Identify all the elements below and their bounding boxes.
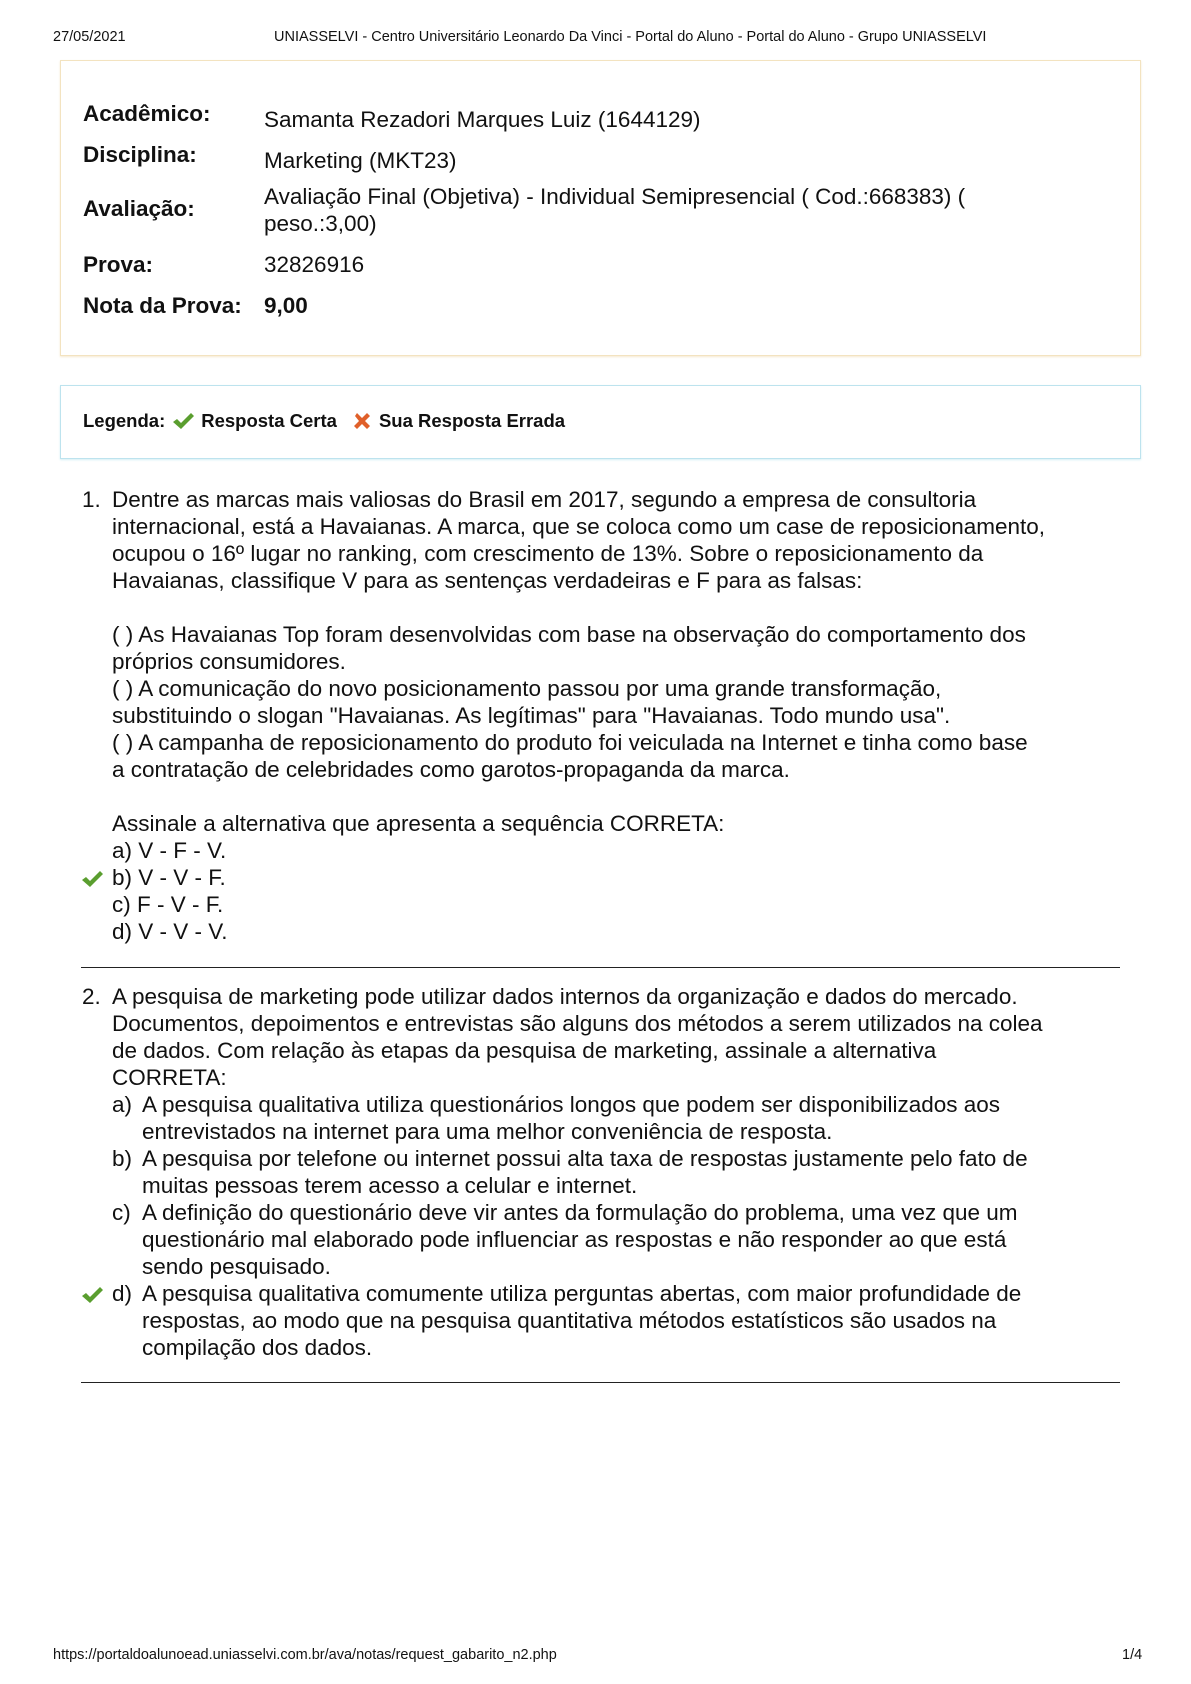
option-d: respostas, ao modo que na pesquisa quantitativa métodos estatísticos são usados na [142,1308,997,1333]
option-b: muitas pessoas terem acesso a celular e internet. [142,1173,638,1198]
statement: próprios consumidores. [112,649,346,674]
question-text: Dentre as marcas mais valiosas do Brasil em 2017, segundo a empresa de consultoria [112,487,977,512]
question-number: 1. [82,487,101,512]
option-letter: c) [112,1200,131,1225]
cross-icon [351,411,373,431]
nota-label: Nota da Prova: [83,293,242,318]
page-title: UNIASSELVI - Centro Universitário Leonardo Da Vinci - Portal do Aluno - Portal do Aluno - Grupo UNIASSELVI [274,29,987,45]
statement: ( ) A comunicação do novo posicionamento passou por uma grande transformação, [112,676,942,701]
option-c: sendo pesquisado. [142,1254,331,1279]
disciplina-label: Disciplina: [83,142,197,167]
option-c: A definição do questionário deve vir antes da formulação do problema, uma vez que um [142,1200,1018,1225]
check-icon [171,411,195,431]
avaliacao-label: Avaliação: [83,196,195,221]
statement: substituindo o slogan "Havaianas. As legítimas" para "Havaianas. Todo mundo usa". [112,703,951,728]
nota-value: 9,00 [264,293,308,318]
question-text: Documentos, depoimentos e entrevistas são alguns dos métodos a serem utilizados na colea [112,1011,1043,1036]
avaliacao-value [264,183,965,237]
legend [83,410,565,432]
print-date: 27/05/2021 [53,29,126,45]
question-text: internacional, está a Havaianas. A marca, que se coloca como um case de reposicionamento, [112,514,1046,539]
option-d: d) V - V - V. [112,919,228,944]
question-text: A pesquisa de marketing pode utilizar dados internos da organização e dados do mercado. [112,984,1018,1009]
academico-label: Acadêmico: [83,101,211,126]
footer-url: https://portaldoalunoead.uniasselvi.com.br/ava/notas/request_gabarito_n2.php [53,1647,557,1663]
question-text: ocupou o 16º lugar no ranking, com crescimento de 13%. Sobre o reposicionamento da [112,541,984,566]
option-a: a) V - F - V. [112,838,227,863]
avaliacao-line: peso.:3,00) [264,211,377,236]
disciplina-value: Marketing (MKT23) [264,148,457,173]
prova-label: Prova: [83,252,154,277]
option-letter: d) [112,1281,133,1306]
statement: a contratação de celebridades como garotos-propaganda da marca. [112,757,790,782]
legend-correct: Resposta Certa [201,410,337,431]
check-icon [80,869,104,889]
legend-wrong: Sua Resposta Errada [378,410,566,431]
option-d: A pesquisa qualitativa comumente utiliza perguntas abertas, com maior profundidade de [142,1281,1022,1306]
divider [81,1382,1120,1383]
option-a: entrevistados na internet para uma melhor conveniência de resposta. [142,1119,833,1144]
check-icon [80,1285,104,1305]
question-2 [0,983,1191,1361]
page-number: 1/4 [1122,1647,1143,1663]
option-letter: a) [112,1092,133,1117]
option-b: b) V - V - F. [112,865,226,890]
option-c: c) F - V - F. [112,892,224,917]
option-letter: b) [112,1146,133,1171]
statement: ( ) A campanha de reposicionamento do produto foi veiculada na Internet e tinha como base [112,730,1028,755]
question-text: CORRETA: [112,1065,227,1090]
question-text: Havaianas, classifique V para as sentenças verdadeiras e F para as falsas: [112,568,863,593]
option-c: questionário mal elaborado pode influenciar as respostas e não responder ao que está [142,1227,1007,1252]
question-1 [0,486,1191,945]
avaliacao-line: Avaliação Final (Objetiva) - Individual Semipresencial ( Cod.:668383) ( [264,184,966,209]
prova-value: 32826916 [264,252,365,277]
academico-value: Samanta Rezadori Marques Luiz (1644129) [264,107,701,132]
option-d: compilação dos dados. [142,1335,373,1360]
divider [81,967,1120,968]
statement: ( ) As Havaianas Top foram desenvolvidas com base na observação do comportamento dos [112,622,1026,647]
option-b: A pesquisa por telefone ou internet possui alta taxa de respostas justamente pelo fato de [142,1146,1028,1171]
question-text: de dados. Com relação às etapas da pesquisa de marketing, assinale a alternativa [112,1038,937,1063]
question-prompt: Assinale a alternativa que apresenta a sequência CORRETA: [112,811,725,836]
question-number: 2. [82,984,101,1009]
legend-label: Legenda: [83,410,166,431]
option-a: A pesquisa qualitativa utiliza questionários longos que podem ser disponibilizados aos [142,1092,1001,1117]
